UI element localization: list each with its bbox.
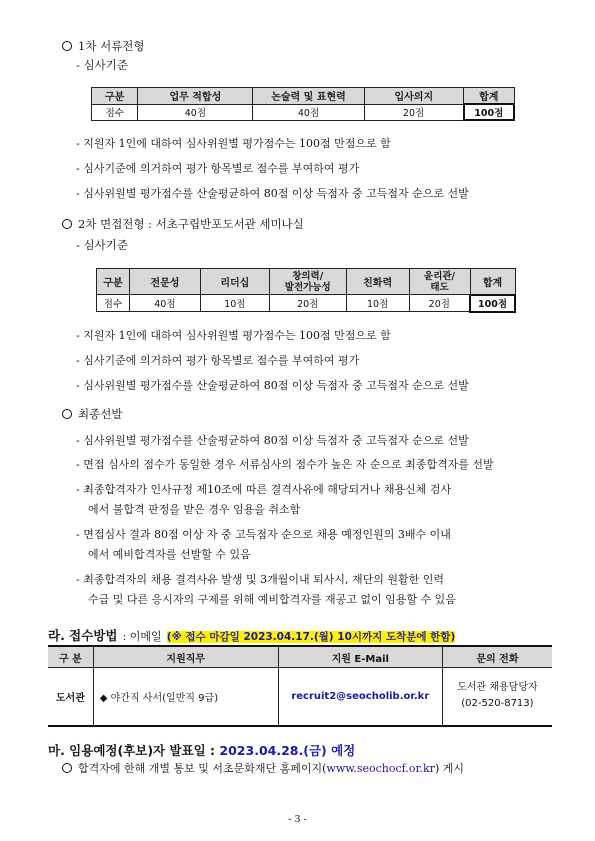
announce-heading-line bbox=[48, 740, 355, 759]
homepage-link[interactable]: www.seochocf.or.kr bbox=[326, 762, 435, 775]
table-header-cell: 지원직무 bbox=[93, 646, 278, 668]
contact-phone: (02-520-8713) bbox=[461, 698, 534, 710]
table-cell: 40점 bbox=[129, 295, 200, 312]
table-cell: 점수 bbox=[97, 295, 130, 312]
table-total-cell: 100점 bbox=[470, 295, 515, 312]
round2-title: 2차 면접전형 : 서초구립반포도서관 세미나실 bbox=[62, 216, 304, 232]
hollow-circle-bullet-icon bbox=[62, 763, 72, 773]
round2-bullet: - 심사기준에 의거하여 평가 항목별로 점수를 부여하여 평가 bbox=[76, 354, 360, 367]
table-header-cell: 합계 bbox=[464, 88, 515, 105]
round2-criteria-label: - 심사기준 bbox=[76, 238, 128, 252]
table-header-cell: 합계 bbox=[470, 269, 515, 295]
table-cell: 40점 bbox=[138, 104, 253, 120]
apply-heading-line bbox=[48, 625, 455, 644]
final-bullet: - 최종합격자가 인사규정 제10조에 따른 결격사유에 해당되거나 채용신체 검사 bbox=[76, 483, 452, 496]
table-total-cell: 100점 bbox=[464, 104, 515, 120]
round2-bullet: - 지원자 1인에 대하여 심사위원별 평가점수는 100점 만점으로 함 bbox=[76, 329, 391, 342]
round1-criteria-label: - 심사기준 bbox=[76, 58, 128, 72]
table-header-cell: 구분 bbox=[97, 269, 130, 295]
table-header-cell: 지원 E-Mail bbox=[278, 646, 442, 668]
table-header-cell: 구 분 bbox=[48, 646, 93, 668]
final-bullet: - 면접심사 결과 80점 이상 자 중 고득점자 순으로 채용 예정인원의 3배수 이내 bbox=[76, 528, 451, 541]
table-header-cell: 문의 전화 bbox=[442, 646, 552, 668]
final-bullet: - 심사위원별 평가점수를 산술평균하여 80점 이상 득점자 중 고득점자 순으로 선발 bbox=[76, 434, 469, 447]
round1-bullet: - 지원자 1인에 대하여 심사위원별 평가점수는 100점 만점으로 함 bbox=[76, 137, 391, 150]
table-header-cell: 업무 적합성 bbox=[138, 88, 253, 105]
table-header-cell: 윤리관/ 태도 bbox=[409, 269, 470, 295]
table-cell: 10점 bbox=[346, 295, 409, 312]
final-bullet: - 최종합격자의 채용 결격사유 발생 및 3개월이내 퇴사시, 재단의 원활한 인력 bbox=[76, 573, 444, 586]
round1-score-table bbox=[91, 87, 515, 121]
apply-heading: 라. 접수방법 bbox=[48, 628, 118, 643]
round2-bullet: - 심사위원별 평가점수를 산술평균하여 80점 이상 득점자 중 고득점자 순으로 선발 bbox=[76, 379, 469, 392]
hollow-circle-bullet-icon bbox=[62, 409, 72, 419]
apply-method: : 이메일 bbox=[122, 630, 162, 643]
round1-bullet: - 심사기준에 의거하여 평가 항목별로 점수를 부여하여 평가 bbox=[76, 162, 360, 175]
final-bullet-continuation: 수급 및 다른 응시자의 구제를 위해 예비합격자를 재공고 없이 임용할 수 있음 bbox=[88, 593, 456, 606]
final-bullet-continuation: 에서 불합격 판정을 받은 경우 임용을 취소함 bbox=[88, 503, 301, 516]
contact-name: 도서관 채용담당자 bbox=[457, 682, 538, 694]
round2-score-table bbox=[96, 268, 516, 313]
final-bullet: - 면접 심사의 점수가 동일한 경우 서류심사의 점수가 높은 자 순으로 최종합격자를 선발 bbox=[76, 458, 494, 471]
table-header-cell: 친화력 bbox=[346, 269, 409, 295]
table-cell: 10점 bbox=[200, 295, 269, 312]
round1-title: 1차 서류전형 bbox=[62, 38, 145, 54]
table-header-cell: 창의력/ 발전가능성 bbox=[269, 269, 346, 295]
announce-date: 2023.04.28.(금) 예정 bbox=[219, 743, 356, 758]
table-header-cell: 입사의지 bbox=[364, 88, 463, 105]
final-bullet-continuation: 에서 예비합격자를 선발할 수 있음 bbox=[88, 548, 251, 561]
table-header-cell: 논술력 및 표현력 bbox=[253, 88, 364, 105]
table-cell: 20점 bbox=[409, 295, 470, 312]
table-cell-job: ◆ 야간직 사서(일반직 9급) bbox=[93, 668, 278, 726]
hollow-circle-bullet-icon bbox=[62, 219, 72, 229]
page-number: - 3 - bbox=[288, 814, 307, 825]
announce-heading: 마. 임용예정(후보)자 발표일 : bbox=[48, 743, 220, 758]
apply-table bbox=[48, 645, 552, 727]
table-cell: 20점 bbox=[364, 104, 463, 120]
table-cell: 점수 bbox=[92, 104, 138, 120]
table-cell: 20점 bbox=[269, 295, 346, 312]
apply-deadline-note: (※ 접수 마감일 2023.04.17.(월) 10시까지 도착분에 한함) bbox=[166, 631, 456, 643]
table-header-cell: 전문성 bbox=[129, 269, 200, 295]
final-title: 최종선발 bbox=[62, 406, 122, 422]
table-header-cell: 리더십 bbox=[200, 269, 269, 295]
hollow-circle-bullet-icon bbox=[62, 41, 72, 51]
table-header-cell: 구분 bbox=[92, 88, 138, 105]
email-link[interactable]: recruit2@seocholib.or.kr bbox=[278, 668, 442, 726]
table-cell-contact bbox=[442, 668, 552, 726]
table-cell: 40점 bbox=[253, 104, 364, 120]
round1-bullet: - 심사위원별 평가점수를 산술평균하여 80점 이상 득점자 중 고득점자 순으로 선발 bbox=[76, 187, 469, 200]
table-cell-division: 도서관 bbox=[48, 668, 93, 726]
announce-text: 합격자에 한해 개별 통보 및 서초문화재단 홈페이지(www.seochocf.or.kr) 게시 bbox=[62, 760, 464, 776]
